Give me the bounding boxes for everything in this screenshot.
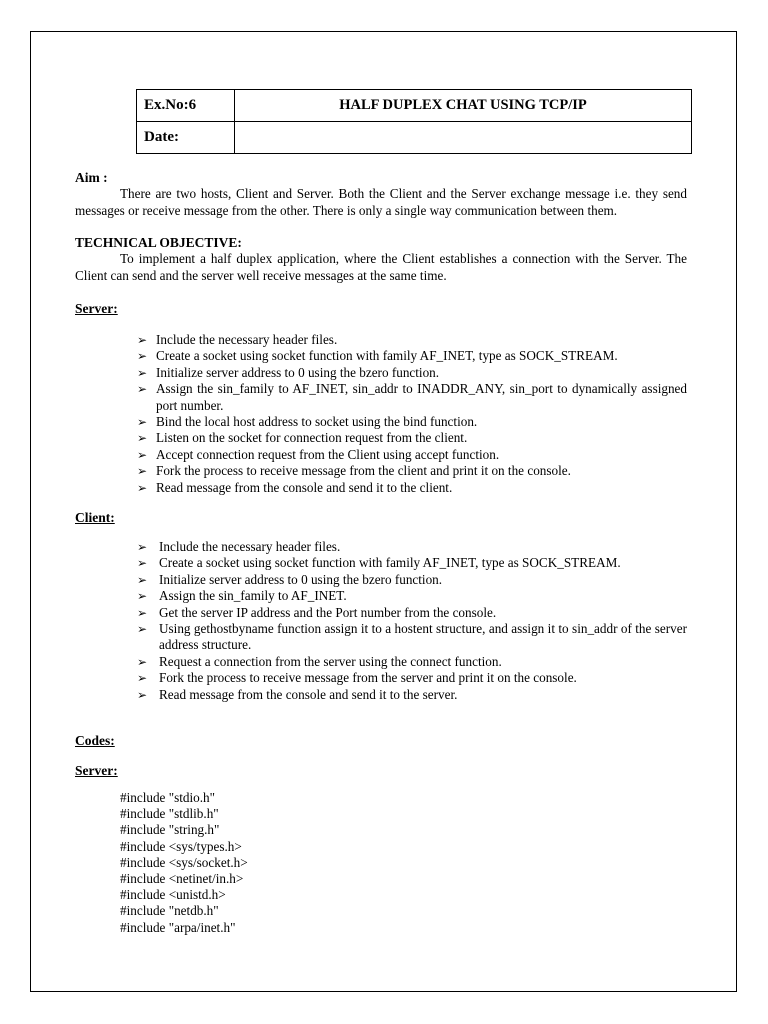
arrow-bullet-icon: ➢ xyxy=(137,572,148,587)
exercise-header-table xyxy=(136,89,692,154)
arrow-bullet-icon: ➢ xyxy=(137,349,148,364)
arrow-bullet-icon: ➢ xyxy=(137,447,148,462)
date-value xyxy=(235,122,692,154)
arrow-bullet-icon: ➢ xyxy=(137,671,148,686)
exercise-title: HALF DUPLEX CHAT USING TCP/IP xyxy=(235,90,692,122)
arrow-bullet-icon: ➢ xyxy=(137,540,148,554)
server-heading: Server: xyxy=(75,301,118,316)
code-line: #include "arpa/inet.h" xyxy=(120,919,236,935)
code-server-section xyxy=(75,763,687,779)
list-item: ➢ Bind the local host address to socket using the bind function. xyxy=(137,414,478,430)
server-section xyxy=(75,301,687,317)
code-line: #include "netdb.h" xyxy=(120,903,219,919)
list-item: ➢ Include the necessary header files. xyxy=(137,539,341,554)
arrow-bullet-icon: ➢ xyxy=(137,622,148,637)
aim-heading: Aim : xyxy=(75,170,108,185)
client-section xyxy=(75,510,687,526)
server-steps-list xyxy=(137,332,687,496)
list-item: ➢ Read message from the console and send it to the server. xyxy=(137,686,458,702)
list-item: ➢ Initialize server address to 0 using the bzero function. xyxy=(137,571,443,587)
code-line: #include "string.h" xyxy=(120,822,220,838)
client-steps-list xyxy=(137,539,687,703)
list-item: ➢ Assign the sin_family to AF_INET, sin_addr to INADDR_ANY, sin_port to dynamically assigned port number. xyxy=(137,381,687,413)
arrow-bullet-icon: ➢ xyxy=(137,333,148,347)
arrow-bullet-icon: ➢ xyxy=(137,415,148,430)
list-item: ➢ Create a socket using socket function with family AF_INET, type as SOCK_STREAM. xyxy=(137,555,621,571)
list-item: ➢ Assign the sin_family to AF_INET. xyxy=(137,588,347,604)
objective-text: To implement a half duplex application, where the Client establishes a connection with the Server. The Client can send and the server well receive messages at the same time. xyxy=(75,251,687,283)
arrow-bullet-icon: ➢ xyxy=(137,687,148,702)
code-line: #include <sys/types.h> xyxy=(120,838,242,854)
client-heading: Client: xyxy=(75,510,115,525)
code-line: #include "stdio.h" xyxy=(120,790,216,805)
code-server-heading: Server: xyxy=(75,763,118,778)
objective-heading: TECHNICAL OBJECTIVE: xyxy=(75,235,242,250)
list-item: ➢ Initialize server address to 0 using the bzero function. xyxy=(137,364,440,380)
server-code-block xyxy=(120,790,248,936)
codes-section xyxy=(75,733,687,749)
list-item: ➢ Using gethostbyname function assign it to a hostent structure, and assign it to sin_addr of the server address structure. xyxy=(137,621,687,653)
date-label: Date: xyxy=(137,122,235,154)
arrow-bullet-icon: ➢ xyxy=(137,654,148,669)
list-item: ➢ Get the server IP address and the Port number from the console. xyxy=(137,604,497,620)
arrow-bullet-icon: ➢ xyxy=(137,556,148,571)
list-item: ➢ Accept connection request from the Client using accept function. xyxy=(137,446,500,462)
code-line: #include "stdlib.h" xyxy=(120,806,219,822)
code-line: #include <unistd.h> xyxy=(120,887,226,903)
codes-heading: Codes: xyxy=(75,733,115,748)
list-item: ➢ Fork the process to receive message from the client and print it on the console. xyxy=(137,463,571,479)
list-item: ➢ Listen on the socket for connection request from the client. xyxy=(137,430,468,446)
list-item: ➢ Read message from the console and send it to the client. xyxy=(137,479,453,495)
code-line: #include <sys/socket.h> xyxy=(120,854,248,870)
list-item: ➢ Fork the process to receive message from the server and print it on the console. xyxy=(137,670,577,686)
arrow-bullet-icon: ➢ xyxy=(137,464,148,479)
arrow-bullet-icon: ➢ xyxy=(137,480,148,495)
aim-section xyxy=(75,170,687,219)
list-item: ➢ Create a socket using socket function with family AF_INET, type as SOCK_STREAM. xyxy=(137,348,618,364)
list-item: ➢ Request a connection from the server using the connect function. xyxy=(137,653,502,669)
arrow-bullet-icon: ➢ xyxy=(137,589,148,604)
aim-text: There are two hosts, Client and Server. Both the Client and the Server exchange message i.e. they send messages or receive message from the other. There is only a single way communication between them. xyxy=(75,186,687,218)
arrow-bullet-icon: ➢ xyxy=(137,431,148,446)
arrow-bullet-icon: ➢ xyxy=(137,605,148,620)
objective-section xyxy=(75,235,687,284)
exercise-number: Ex.No:6 xyxy=(137,90,235,122)
arrow-bullet-icon: ➢ xyxy=(137,365,148,380)
arrow-bullet-icon: ➢ xyxy=(137,382,148,397)
code-line: #include <netinet/in.h> xyxy=(120,871,244,887)
list-item: ➢ Include the necessary header files. xyxy=(137,332,338,347)
